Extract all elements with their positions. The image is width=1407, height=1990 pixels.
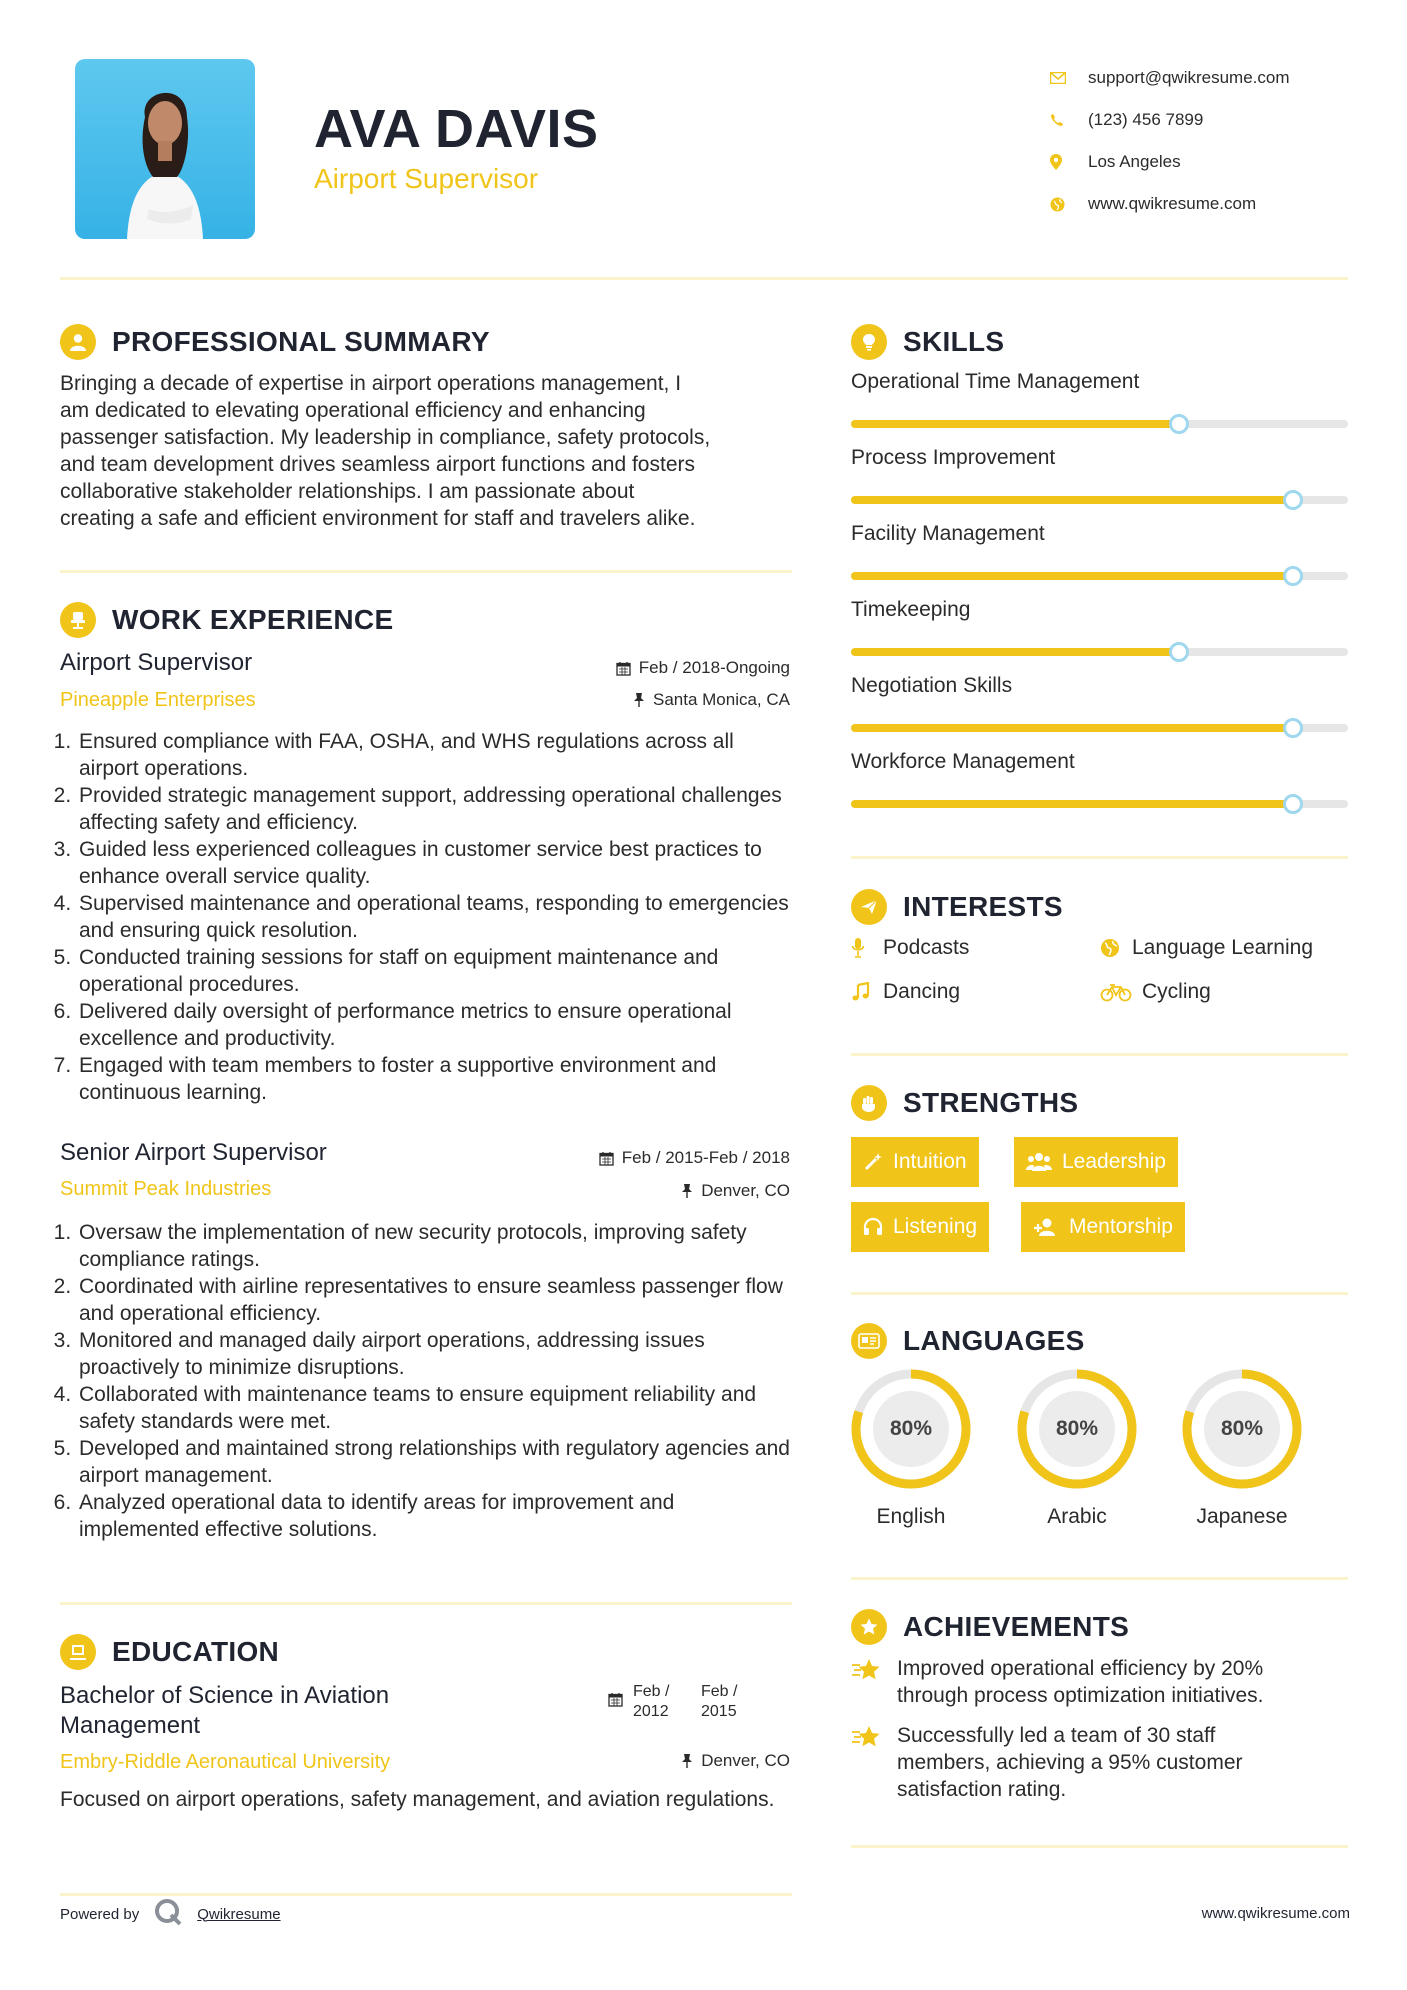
achievement-line: satisfaction rating. <box>897 1778 1067 1801</box>
strength-label: Mentorship <box>1069 1215 1173 1238</box>
strengths-heading <box>851 1085 1078 1121</box>
job-title: Senior Airport Supervisor <box>60 1139 327 1166</box>
summary-text <box>60 370 800 532</box>
candidate-role: Airport Supervisor <box>314 163 539 194</box>
education-heading <box>60 1634 279 1670</box>
job-dates <box>599 1148 790 1168</box>
language-ring <box>1180 1367 1304 1491</box>
skill-name: Workforce Management <box>851 750 1075 773</box>
list-item: 3. Guided less experienced colleagues in customer service best practices to enhance overall service quality. <box>77 836 797 890</box>
skill-level-fill <box>851 724 1293 732</box>
experience-heading <box>60 602 393 638</box>
achievements-heading <box>851 1609 1129 1645</box>
list-item: 5. Conducted training sessions for staff on equipment maintenance and operational procedures. <box>77 944 797 998</box>
skills-divider <box>851 856 1348 859</box>
skill-item <box>851 370 1348 428</box>
pushpin-icon <box>681 1753 693 1769</box>
language-name: Japanese <box>1196 1505 1288 1528</box>
magic-wand-icon <box>863 1152 883 1172</box>
contact-email <box>1050 57 1370 99</box>
language-name: Arabic <box>1047 1505 1107 1528</box>
powered-by-text: Powered by <box>60 1905 140 1923</box>
job-location <box>681 1181 790 1201</box>
office-chair-icon <box>60 602 96 638</box>
strengths-title: STRENGTHS <box>903 1087 1079 1118</box>
qwikresume-logo-icon <box>153 1897 183 1931</box>
list-item: 6. Delivered daily oversight of performance metrics to ensure operational excellence and productivity. <box>77 998 797 1052</box>
achievement-line: through process optimization initiatives. <box>897 1684 1264 1707</box>
profile-photo <box>75 59 255 239</box>
job-location-text: Denver, CO <box>701 1181 790 1200</box>
achievement-item <box>851 1722 1348 1803</box>
strength-tag-leadership <box>1014 1137 1178 1187</box>
skill-level-fill <box>851 648 1179 656</box>
achievement-line: members, achieving a 95% customer <box>897 1751 1243 1774</box>
skill-name: Negotiation Skills <box>851 674 1013 697</box>
skill-level-fill <box>851 420 1179 428</box>
skill-level-bar <box>851 800 1348 808</box>
summary-line: and team development drives seamless airport functions and fosters <box>60 453 695 476</box>
user-plus-icon <box>1033 1217 1059 1237</box>
calendar-icon <box>608 1692 623 1707</box>
interest-item <box>1100 936 1313 960</box>
list-item: 3. Monitored and managed daily airport operations, addressing issues proactively to minimize disruptions. <box>77 1327 797 1381</box>
list-item: 1. Ensured compliance with FAA, OSHA, and WHS regulations across all airport operations. <box>77 728 797 782</box>
music-note-icon <box>851 982 883 1002</box>
language-percent: 80% <box>1220 1417 1264 1440</box>
star-badge-icon <box>851 1609 887 1645</box>
summary-line: Bringing a decade of expertise in airport operations management, I <box>60 372 682 395</box>
pushpin-icon <box>633 692 645 708</box>
globe-icon <box>1050 194 1088 214</box>
list-item: 5. Developed and maintained strong relationships with regulatory agencies and airport management. <box>77 1435 797 1489</box>
language-item <box>849 1367 973 1529</box>
degree-title <box>60 1681 389 1741</box>
phone-icon <box>1050 110 1088 130</box>
strength-tag-mentorship <box>1021 1202 1185 1252</box>
interest-item <box>851 936 969 960</box>
skill-level-knob <box>1283 718 1303 738</box>
skill-level-knob <box>1283 566 1303 586</box>
calendar-icon <box>599 1151 614 1166</box>
company-name: Summit Peak Industries <box>60 1178 272 1200</box>
users-icon <box>1026 1152 1052 1172</box>
achievements-divider <box>851 1845 1348 1848</box>
education-start-month: Feb / <box>633 1683 670 1700</box>
star-icon <box>851 1722 897 1803</box>
strengths-divider <box>851 1292 1348 1295</box>
education-title: EDUCATION <box>112 1636 280 1667</box>
interest-label: Cycling <box>1142 980 1211 1003</box>
language-percent: 80% <box>889 1417 933 1440</box>
fist-icon <box>851 1085 887 1121</box>
skill-level-bar <box>851 648 1348 656</box>
achievement-item <box>851 1655 1348 1709</box>
language-percent: 80% <box>1055 1417 1099 1440</box>
language-name: English <box>876 1505 946 1528</box>
list-item: 6. Analyzed operational data to identify areas for improvement and implemented effective solutions. <box>77 1489 797 1543</box>
summary-title: PROFESSIONAL SUMMARY <box>112 326 490 357</box>
language-item <box>1015 1367 1139 1529</box>
education-divider <box>60 1893 792 1896</box>
skill-level-knob <box>1169 414 1189 434</box>
star-icon <box>851 1655 897 1709</box>
degree-line: Management <box>60 1712 201 1739</box>
strength-label: Intuition <box>893 1150 967 1173</box>
experience-title: WORK EXPERIENCE <box>112 604 394 635</box>
company-name: Pineapple Enterprises <box>60 689 256 711</box>
skill-level-knob <box>1169 642 1189 662</box>
skill-level-bar <box>851 496 1348 504</box>
interest-label: Dancing <box>883 980 961 1003</box>
skill-item <box>851 446 1348 504</box>
list-item: 4. Supervised maintenance and operational teams, responding to emergencies and ensuring quick resolution. <box>77 890 797 944</box>
job-dates-text: Feb / 2018-Ongoing <box>638 658 790 677</box>
contact-website-text[interactable]: www.qwikresume.com <box>1088 194 1257 213</box>
interest-label: Podcasts <box>883 936 970 959</box>
languages-title: LANGUAGES <box>903 1325 1085 1356</box>
pushpin-icon <box>681 1183 693 1199</box>
lightbulb-icon <box>851 324 887 360</box>
experience-divider <box>60 1602 792 1605</box>
qwikresume-link[interactable]: Qwikresume <box>197 1905 281 1923</box>
summary-line: am dedicated to elevating operational efficiency and enhancing <box>60 399 646 422</box>
skills-heading <box>851 324 1004 360</box>
footer-website[interactable]: www.qwikresume.com <box>1201 1905 1350 1922</box>
achievement-line: Improved operational efficiency by 20% <box>897 1657 1264 1680</box>
languages-heading <box>851 1323 1085 1359</box>
interest-item <box>1100 980 1211 1004</box>
skill-name: Process Improvement <box>851 446 1056 469</box>
degree-line: Bachelor of Science in Aviation <box>60 1682 390 1709</box>
contact-location-text: Los Angeles <box>1088 152 1181 171</box>
job-location-text: Santa Monica, CA <box>652 690 790 709</box>
id-card-icon <box>851 1323 887 1359</box>
education-dates <box>608 1682 737 1722</box>
contact-phone-text: (123) 456 7899 <box>1088 110 1204 129</box>
strength-tag-intuition <box>851 1137 979 1187</box>
contact-email-text[interactable]: support@qwikresume.com <box>1088 68 1290 87</box>
job-title: Airport Supervisor <box>60 649 253 676</box>
list-item: 7. Engaged with team members to foster a supportive environment and continuous learning. <box>77 1052 797 1106</box>
candidate-name: AVA DAVIS <box>314 99 599 159</box>
bicycle-icon <box>1100 982 1142 1002</box>
globe-icon <box>1100 938 1132 958</box>
language-ring <box>849 1367 973 1491</box>
strength-tag-listening <box>851 1202 989 1252</box>
skills-title: SKILLS <box>903 326 1005 357</box>
education-description: Focused on airport operations, safety management, and aviation regulations. <box>60 1788 775 1811</box>
skill-level-bar <box>851 572 1348 580</box>
strength-label: Leadership <box>1062 1150 1166 1173</box>
interest-item <box>851 980 960 1004</box>
achievement-line: Successfully led a team of 30 staff <box>897 1724 1216 1747</box>
education-end-month: Feb / <box>701 1683 738 1700</box>
summary-line: passenger satisfaction. My leadership in compliance, safety protocols, <box>60 426 711 449</box>
education-location <box>681 1751 790 1771</box>
graduation-icon <box>60 1634 96 1670</box>
calendar-icon <box>616 661 631 676</box>
strength-label: Listening <box>893 1215 978 1238</box>
job-dates <box>616 658 790 678</box>
list-item: 4. Collaborated with maintenance teams to ensure equipment reliability and safety standards were met. <box>77 1381 797 1435</box>
contact-website <box>1050 183 1370 225</box>
skill-level-bar <box>851 420 1348 428</box>
skill-level-bar <box>851 724 1348 732</box>
job-dates-text: Feb / 2015-Feb / 2018 <box>621 1148 790 1167</box>
skill-level-fill <box>851 496 1293 504</box>
education-end-year: 2015 <box>701 1703 737 1720</box>
duty-list <box>57 728 797 1106</box>
education-start-year: 2012 <box>633 1703 669 1720</box>
language-item <box>1180 1367 1304 1529</box>
header-divider <box>60 277 1348 280</box>
interests-heading <box>851 889 1063 925</box>
headphones-icon <box>863 1217 883 1237</box>
list-item: 2. Provided strategic management support, addressing operational challenges affecting safety and efficiency. <box>77 782 797 836</box>
contact-block <box>1050 57 1370 225</box>
skill-name: Operational Time Management <box>851 370 1140 393</box>
skill-level-fill <box>851 572 1293 580</box>
skill-item <box>851 522 1348 580</box>
envelope-icon <box>1050 68 1088 88</box>
skill-level-fill <box>851 800 1293 808</box>
contact-location <box>1050 141 1370 183</box>
duty-list <box>57 1219 797 1543</box>
interests-title: INTERESTS <box>903 891 1063 922</box>
skill-level-knob <box>1283 490 1303 510</box>
paper-plane-icon <box>851 889 887 925</box>
summary-line: collaborative stakeholder relationships. I am passionate about <box>60 480 635 503</box>
interests-divider <box>851 1053 1348 1056</box>
skill-name: Timekeeping <box>851 598 971 621</box>
skill-item <box>851 674 1348 732</box>
skill-level-knob <box>1283 794 1303 814</box>
school-name: Embry-Riddle Aeronautical University <box>60 1751 391 1773</box>
user-icon <box>60 324 96 360</box>
skill-item <box>851 598 1348 656</box>
summary-divider <box>60 570 792 573</box>
list-item: 2. Coordinated with airline representatives to ensure seamless passenger flow and operational efficiency. <box>77 1273 797 1327</box>
language-ring <box>1015 1367 1139 1491</box>
skill-name: Facility Management <box>851 522 1045 545</box>
contact-phone <box>1050 99 1370 141</box>
summary-line: creating a safe and efficient environment for staff and travelers alike. <box>60 507 696 530</box>
footer-powered-by <box>60 1897 281 1931</box>
microphone-icon <box>851 937 883 959</box>
job-location <box>633 690 790 710</box>
map-pin-icon <box>1050 152 1088 172</box>
summary-heading <box>60 324 490 360</box>
skill-item <box>851 750 1348 808</box>
languages-divider <box>851 1577 1348 1580</box>
interest-label: Language Learning <box>1132 936 1314 959</box>
education-location-text: Denver, CO <box>701 1751 790 1770</box>
achievements-title: ACHIEVEMENTS <box>903 1611 1130 1642</box>
list-item: 1. Oversaw the implementation of new security protocols, improving safety compliance ratings. <box>77 1219 797 1273</box>
